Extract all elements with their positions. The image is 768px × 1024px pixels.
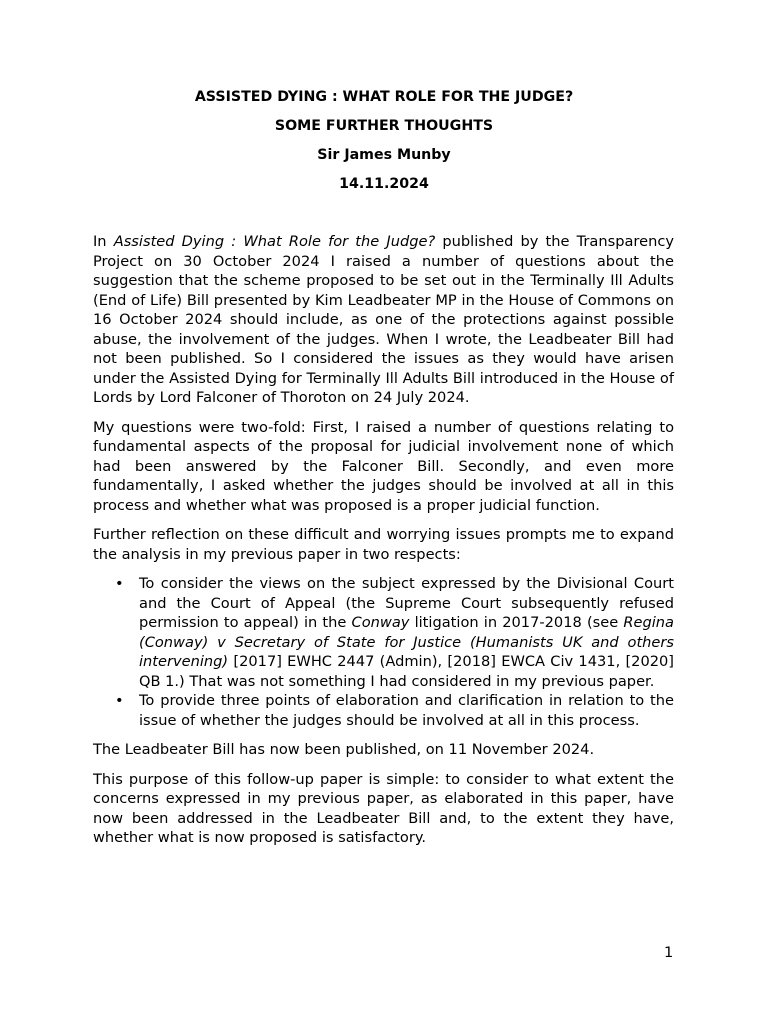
case-citation: Regina (Conway) v Secretary of State for Justice (Humanists UK and others intervening): [139, 614, 674, 670]
title-line-2: SOME FURTHER THOUGHTS: [274, 118, 494, 134]
author: Sir James Munby: [317, 147, 451, 163]
title-block: [0, 86, 768, 202]
list-item: [115, 574, 674, 691]
list-text: To provide three points of elaboration and clarification in relation to the issue of whether the judges should be involved at all in this process.: [139, 692, 674, 729]
bullet-icon: •: [115, 692, 124, 709]
paragraph-questions: My questions were two-fold: First, I raised a number of questions relating to fundamental aspects of the proposal for judicial involvement none of which had been answered by the Falconer Bill. Secondly, and even more fundamentally, I asked whether the judges should be involved at all in this process and whether what was proposed is a proper judicial function.: [93, 418, 674, 514]
list-item: [115, 691, 674, 730]
paragraph-reflection: Further reflection on these difficult and worrying issues prompts me to expand the analysis in my previous paper in two respects:: [93, 526, 674, 563]
list-text: litigation in 2017-2018 (see: [409, 614, 624, 631]
page-number: 1: [664, 944, 674, 961]
intro-lead: In: [93, 233, 114, 250]
paragraph-intro: [93, 232, 674, 408]
list-text: To consider the views on the subject expressed by the Divisional Court and the Court of Appeal (the Supreme Court subsequently refused permission to appeal) in the: [139, 575, 674, 631]
intro-rest: published by the Transparency Project on 30 October 2024 I raised a number of questions about the suggestion that the scheme proposed to be set out in the Terminally Ill Adults (End of Life) Bill presented by Kim Leadbeater MP in the House of Commons on 16 October 2024 should include, as one of the protections against possible abuse, the involvement of the judges. When I wrote, the Leadbeater Bill had not been published. So I considered the issues as they would have arisen under the Assisted Dying for Terminally Ill Adults Bill introduced in the House of Lords by Lord Falconer of Thoroton on 24 July 2024.: [93, 233, 674, 406]
date: 14.11.2024: [339, 176, 429, 192]
paragraph-purpose: This purpose of this follow-up paper is simple: to consider to what extent the concerns expressed in my previous paper, as elaborated in this paper, have now been addressed in the Leadbeater Bill and, to the extent they have, whether what is now proposed is satisfactory.: [93, 770, 674, 846]
bullet-list: [93, 574, 674, 730]
cited-paper-title: Assisted Dying : What Role for the Judge?: [113, 233, 436, 250]
document-body: [93, 232, 674, 858]
title-line-1: ASSISTED DYING : WHAT ROLE FOR THE JUDGE?: [194, 89, 574, 105]
bullet-icon: •: [115, 575, 124, 592]
paragraph-published: The Leadbeater Bill has now been published, on 11 November 2024.: [93, 741, 595, 758]
list-text: [2017] EWHC 2447 (Admin), [2018] EWCA Civ 1431, [2020] QB 1.) That was not something I had considered in my previous paper.: [139, 653, 674, 690]
case-name: Conway: [351, 614, 410, 631]
